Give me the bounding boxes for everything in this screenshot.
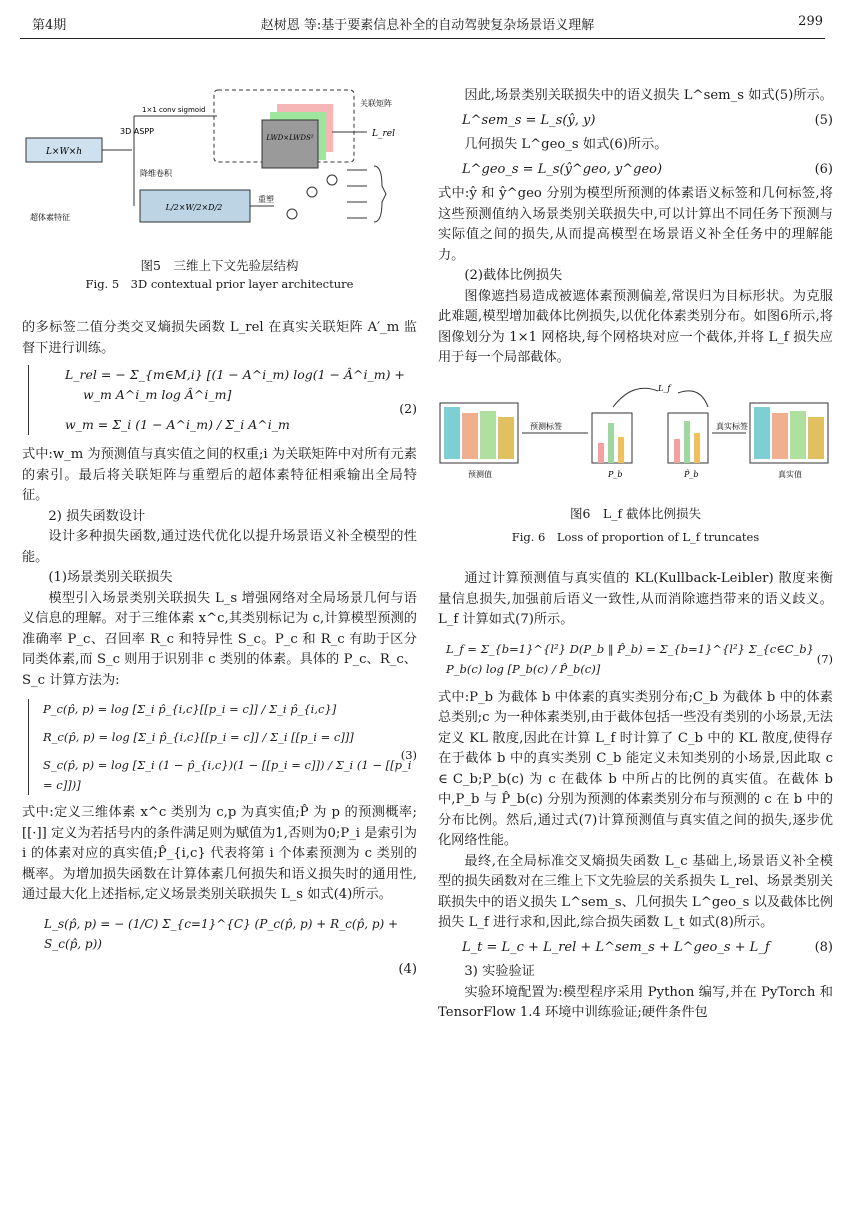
mult-op-1 [287,209,297,219]
prior-label: 关联矩阵 [360,99,392,108]
fig6-true-label: 真实标签 [716,421,748,431]
reconstruct-label: 重塑 [258,195,274,204]
input-label: L×W×h [45,147,83,157]
equation-7 [438,639,833,680]
fig5-caption-cn: 图5 三维上下文先验层结构 [140,258,299,273]
eq7-body: L_f = Σ_{b=1}^{l²} D(P_b ‖ P̂_b) = Σ_{b=1}^{l²} Σ_{c∈C_b} P_b(c) log [P_b(c) / P̂_b(c)] [446,641,814,676]
left-para-1: 的多标签二值分类交叉熵损失函数 L_rel 在真实关联矩阵 A′_m 监督下进行训练。 [22,320,417,356]
fig6-diagram [438,383,833,483]
section-2-heading: 2) 损失函数设计 [48,508,146,524]
layer-grey [262,120,318,168]
subsection-2-heading: (2)截体比例损失 [464,268,563,283]
eq3-precision: P_c(p̂, p) = log [Σ_i p̂_{i,c}[[p_i = c]] / Σ_i p̂_{i,c}] [43,702,337,716]
header-rule [20,38,825,39]
eq8-number: (8) [814,939,833,955]
equation-4: L_s(p̂, p) = − (1/C) Σ_{c=1}^{C} (P_c(p̂, p) + R_c(p̂, p) + S_c(p̂, p)) [44,916,399,951]
equation-8 [438,938,833,959]
issue-number: 第4期 [32,18,67,33]
eq5-body: L^sem_s = L_s(ŷ, y) [462,112,596,128]
conv-label: 1×1 conv sigmoid [142,106,206,114]
fig6-truth: 真实值 [778,469,802,479]
left-para-5: 式中:定义三维体素 x^c 类别为 c,p 为真实值;P̂ 为 p 的预测概率;[[·]] 定义为若括号内的条件满足则为赋值为1,否则为0;P_i 是索引为 i 的体素对应的真实值;P̂_{i,c} 代表将第 i 个体素预测为 c 类别的概率。为增加损失函数在计算体素几何损失和语义损失时的通用性,通过最大化上述指标,定义场景类别关联损失 L_s 如式(4)所示。 [22,805,417,902]
left-para-3: 设计多种损失函数,通过迭代优化以提升场景语义补全模型的性能。 [22,529,417,565]
right-para-4: 图像遮挡易造成被遮体素预测偏差,常误归为目标形状。为克服此难题,模型增加截体比例损失,以优化体素类别分布。如图6所示,将图像划分为 1×1 网格块,每个网格块对应一个截体,并将 L_f 损失应用于每一个局部截体。 [438,288,833,365]
equation-5 [438,111,833,132]
feat-label: L/2×W/2×D/2 [165,203,223,212]
fig6-caption-en: Fig. 6 Loss of proportion of L_f truncates [511,529,760,544]
eq2-line-a: L_rel = − Σ_{m∈M,i} [(1 − A^i_m) log(1 − Â^i_m) + [65,367,405,382]
equation-2 [28,365,417,435]
lrel-label: L_rel [372,129,395,139]
fig6-lf: L_f [658,383,671,393]
right-para-2: 几何损失 L^geo_s 如式(6)所示。 [464,137,668,152]
eq5-number: (5) [814,112,833,128]
figure-5 [22,86,417,296]
eq2-line-c: w_m = Σ_i (1 − A^i_m) / Σ_i A^i_m [65,417,290,432]
mult-op-3 [327,175,337,185]
hyper-label: 超体素特征 [30,213,70,222]
left-para-4: 模型引入场景类别关联损失 L_s 增强网络对全局场景几何与语义信息的理解。对于三维体素 x^c,其类别标记为 c,计算模型预测的准确率 P_c、召回率 R_c 和特异性 S_c。P_c 和 R_c 有助于区分同类体素,而 S_c 则用于识别非 c 类别的体素。具体的 P_c、R_c、S_c 计算方法为: [22,590,417,688]
page-number: 299 [798,14,823,29]
right-para-3: 式中:ŷ 和 ŷ^geo 分别为模型所预测的体素语义标签和几何标签,将这些预测值纳入场景类别关联损失中,可以计算出不同任务下预测与实际值之间的损失,从而提高模型在场景语义补全任务中的理解能力。 [438,186,833,263]
fig6-caption-cn: 图6 L_f 截体比例损失 [569,506,702,521]
eq2-number: (2) [399,401,417,416]
left-para-2: 式中:w_m 为预测值与真实值之间的权重;i 为关联矩阵中对所有元素的索引。最后将关联矩阵与重塑后的超体素特征相乘输出全局特征。 [22,447,417,503]
eq7-number: (7) [816,651,833,666]
equation-6 [438,160,833,181]
fig6-pred-label: 预测标签 [530,421,562,431]
right-para-8: 实验环境配置为:模型程序采用 Python 编写,并在 PyTorch 和 TensorFlow 1.4 环境中训练验证;硬件条件包 [438,984,833,1020]
reshape-label: 降维卷积 [140,169,172,178]
fig6-pb: P_b [608,469,623,479]
aspp-label: 3D ASPP [120,127,154,136]
right-para-1: 因此,场景类别关联损失中的语义损失 L^sem_s 如式(5)所示。 [464,88,833,103]
section-3-heading: 3) 实验验证 [464,964,535,979]
eq4-number: (4) [398,961,417,977]
mult-op-2 [307,187,317,197]
lw-label: LWD×LWDS² [266,134,314,142]
eq3-recall: R_c(p̂, p) = log [Σ_i p̂_{i,c}[[p_i = c]] / Σ_i [[p_i = c]]] [43,730,354,744]
right-para-6: 式中:P_b 为截体 b 中体素的真实类别分布;C_b 为截体 b 中的体素总类别;c 为一种体素类别,由于截体包括一些没有类别的小场景,无法定义 KL 散度,因此在计算 L_f 时计算了 C_b 中的 KL 散度,使得存在于截体 b 中的真实类别 C_b 能定义未知类别的小场景,因此取 c ∈ C_b;P_b(c) 为 c 在截体 b 中所占的比例的真实值。在截体 b 中,P_b 与 P̂_b(c) 分别为预测的体素类别分布与预测的 c 在 b 中的分布比例。然后,通过式(7)计算预测值与真实值之间的损失,逐步优化网络性能。 [438,689,833,848]
figure-6 [438,383,833,548]
pred-cube [440,403,518,463]
eq6-body: L^geo_s = L_s(ŷ^geo, y^geo) [462,161,663,177]
page-header [32,14,823,36]
right-column [438,86,833,1024]
truth-cube [750,403,828,463]
left-column [22,318,417,980]
running-title: 赵树恩 等:基于要素信息补全的自动驾驶复杂场景语义理解 [260,18,595,33]
right-para-7: 最终,在全局标准交叉熵损失函数 L_c 基础上,场景语义补全模型的损失函数对在三维上下文先验层的关系损失 L_rel、场景类别关联损失中的语义损失 L^sem_s、几何损失 L^geo_s 以及截体比例损失 L_f 进行求和,因此,综合损失函数 L_t 如式(8)所示。 [438,853,833,930]
eq6-number: (6) [814,161,833,177]
equation-3 [28,699,417,795]
fig6-pbh: P̂_b [684,469,699,479]
eq2-line-b: w_m A^i_m log Â^i_m] [83,387,232,402]
fig6-pred: 预测值 [468,469,492,479]
fig5-caption-en: Fig. 5 3D contextual prior layer architecture [85,277,354,291]
subsection-1-heading: (1)场景类别关联损失 [48,570,173,585]
eq8-body: L_t = L_c + L_rel + L^sem_s + L^geo_s + L_f [462,939,770,955]
right-para-5: 通过计算预测值与真实值的 KL(Kullback-Leibler) 散度来衡量信息损失,加强前后语义一致性,从而消除遮挡带来的语义歧义。L_f 计算如式(7)所示。 [438,571,833,627]
fig5-diagram [22,86,417,246]
eq3-number: (3) [400,748,417,762]
eq3-specificity: S_c(p̂, p) = log [Σ_i (1 − p̂_{i,c})(1 − [[p_i = c]]) / Σ_i (1 − [[p_i = c]])] [43,758,412,792]
